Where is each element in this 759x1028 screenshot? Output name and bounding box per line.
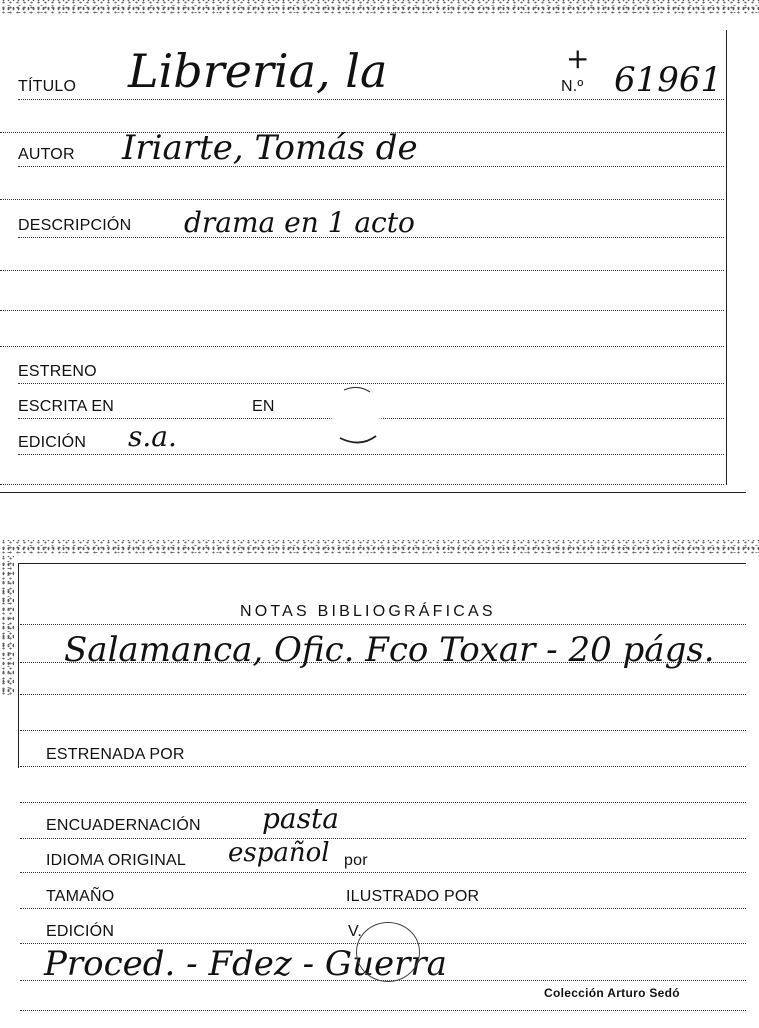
titulo-value: Libreria, la <box>128 44 388 98</box>
idioma-label: IDIOMA ORIGINAL <box>46 852 186 869</box>
encuadernacion-label: ENCUADERNACIÓN <box>46 817 201 834</box>
stamp-arc <box>330 384 386 448</box>
ilustrado-por-label: ILUSTRADO POR <box>346 888 480 905</box>
procedencia-value: Proced. - Fdez - Guerra <box>44 944 447 984</box>
edicion-top-line <box>18 454 724 455</box>
edicion-top-label: EDICIÓN <box>18 434 87 451</box>
notas-heading: NOTAS BIBLIOGRÁFICAS <box>240 603 496 620</box>
numero-label: N.º <box>561 78 584 95</box>
bottom-line-last <box>20 1010 746 1011</box>
top-card-bottom-border <box>0 492 746 493</box>
notas-line-2 <box>20 662 746 663</box>
top-line-last <box>0 484 724 485</box>
escrita-en-label: ESCRITA EN <box>18 398 114 415</box>
idioma-line <box>20 872 746 873</box>
encuadernacion-value: pasta <box>262 802 339 835</box>
edicion-bottom-label: EDICIÓN <box>46 923 115 940</box>
top-line-8 <box>0 346 724 347</box>
estrenada-por-label: ESTRENADA POR <box>46 746 185 763</box>
notas-line-3 <box>20 694 746 695</box>
descripcion-label: DESCRIPCIÓN <box>18 217 132 234</box>
edicion-top-value: s.a. <box>128 420 177 453</box>
top-line-6 <box>0 270 724 271</box>
tamano-label: TAMAÑO <box>46 888 115 905</box>
tamano-line <box>20 908 746 909</box>
idioma-value: español <box>228 838 330 868</box>
encuadernacion-line <box>20 838 746 839</box>
numero-value: 61961 <box>614 60 723 100</box>
notas-line-4 <box>20 730 746 731</box>
titulo-label: TÍTULO <box>18 78 77 95</box>
edicion-v-label: V. <box>348 923 363 940</box>
numero-mark: + <box>566 42 590 75</box>
coleccion-label: Colección Arturo Sedó <box>544 986 680 1000</box>
top-line-4 <box>0 199 724 200</box>
scan-edge-middle <box>0 540 759 556</box>
notas-value: Salamanca, Ofic. Fco Toxar - 20 págs. <box>64 630 715 670</box>
idioma-por-label: por <box>344 852 368 869</box>
top-line-7 <box>0 310 724 311</box>
notas-line-1 <box>20 624 746 625</box>
descripcion-value: drama en 1 acto <box>184 206 415 239</box>
estrenada-line <box>20 766 746 767</box>
scan-edge-left <box>0 556 14 696</box>
autor-label: AUTOR <box>18 146 75 163</box>
estreno-label: ESTRENO <box>18 363 97 380</box>
bottom-line-blank <box>20 802 746 803</box>
top-card-right-border <box>726 30 727 485</box>
bottom-card-top-border <box>18 563 746 564</box>
scan-edge-top <box>0 0 759 14</box>
autor-value: Iriarte, Tomás de <box>122 128 418 168</box>
bottom-card-left-border <box>18 563 19 768</box>
escrita-en-en-label: EN <box>252 398 275 415</box>
stamp-circle <box>356 922 420 982</box>
